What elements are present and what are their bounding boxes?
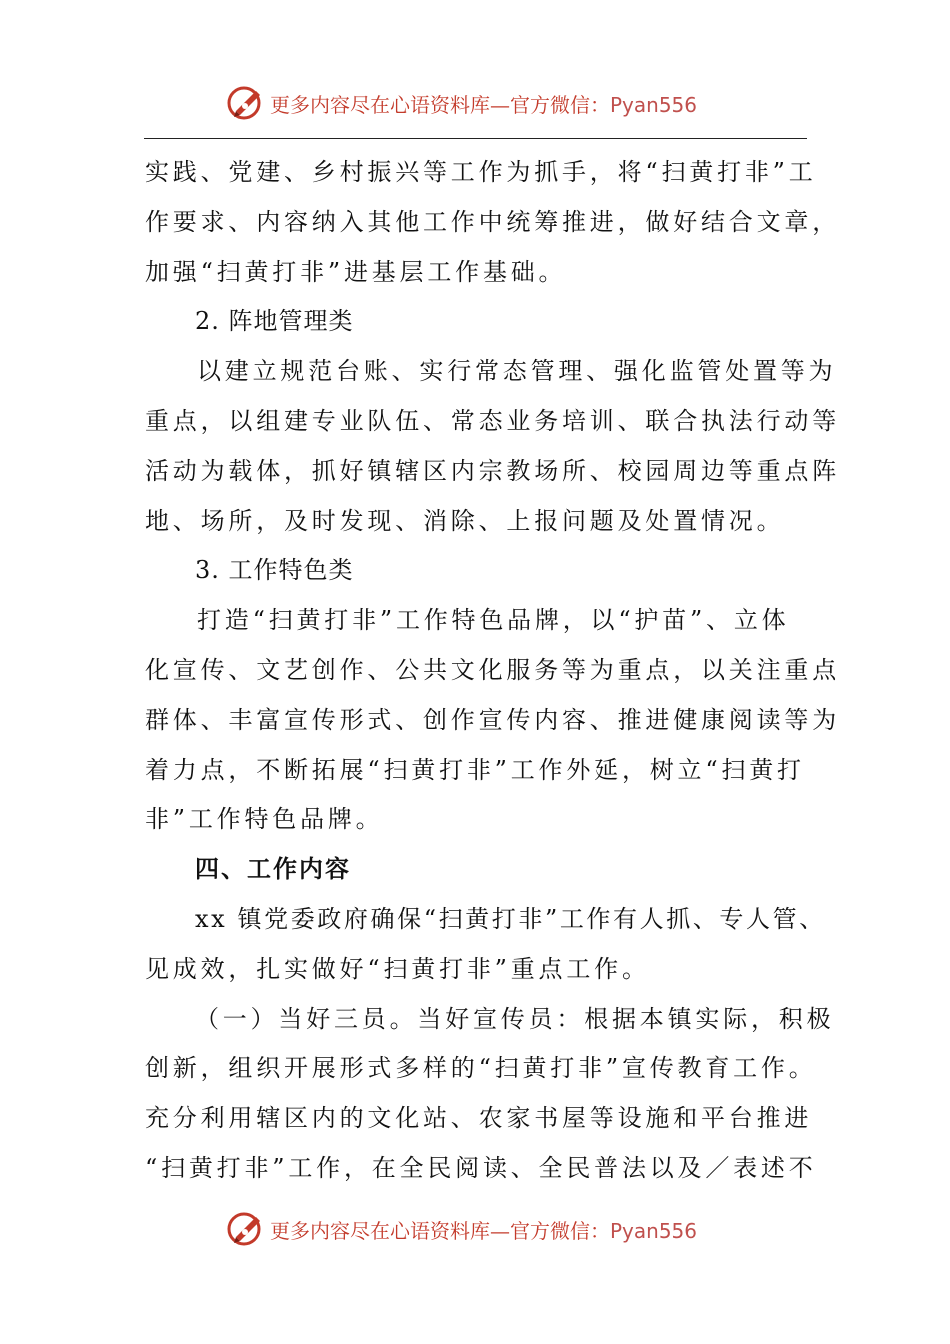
header-divider: [144, 138, 807, 139]
body-line: 作要求、内容纳入其他工作中统筹推进，做好结合文章，: [145, 207, 840, 236]
body-line: （一）当好三员。当好宣传员：根据本镇实际，积极: [195, 1004, 835, 1033]
body-line: 重点，以组建专业队伍、常态业务培训、联合执法行动等: [145, 406, 840, 435]
body-line: 群体、丰富宣传形式、创作宣传内容、推进健康阅读等为: [145, 705, 840, 734]
body-line: 着力点，不断拓展“扫黄打非”工作外延，树立“扫黄打: [145, 755, 805, 784]
banner-text: [270, 1215, 697, 1244]
body-line: 加强“扫黄打非”进基层工作基础。: [145, 257, 567, 286]
banner-main-text: 更多内容尽在心语资料库—官方微信：: [270, 1218, 610, 1243]
wechat-id: Pyan556: [610, 1218, 698, 1243]
pen-logo-icon: [226, 1209, 266, 1249]
body-line: 充分利用辖区内的文化站、农家书屋等设施和平台推进: [145, 1104, 813, 1133]
banner-main-text: 更多内容尽在心语资料库—官方微信：: [270, 92, 610, 117]
body-line: “扫黄打非”工作，在全民阅读、全民普法以及／表述不: [145, 1153, 817, 1182]
body-line: 活动为载体，抓好镇辖区内宗教场所、校园周边等重点阵: [145, 456, 840, 485]
body-line: 见成效，扎实做好“扫黄打非”重点工作。: [145, 954, 650, 983]
body-line: 非”工作特色品牌。: [145, 805, 384, 834]
section-heading: 四、工作内容: [195, 855, 351, 884]
body-line: 化宣传、文艺创作、公共文化服务等为重点，以关注重点: [145, 655, 840, 684]
body-line: 创新，组织开展形式多样的“扫黄打非”宣传教育工作。: [145, 1054, 817, 1083]
subheading-3: 3. 工作特色类: [195, 556, 354, 585]
body-line: 以建立规范台账、实行常态管理、强化监管处置等为: [197, 357, 837, 386]
body-line: 地、场所，及时发现、消除、上报问题及处置情况。: [145, 506, 785, 535]
body-line: 打造“扫黄打非”工作特色品牌，以“护苗”、立体: [197, 606, 790, 635]
body-line: 实践、党建、乡村振兴等工作为抓手，将“扫黄打非”工: [145, 158, 817, 186]
subheading-2: 2. 阵地管理类: [195, 307, 354, 336]
body-line: xx 镇党委政府确保“扫黄打非”工作有人抓、专人管、: [195, 904, 826, 933]
header-banner: [226, 80, 746, 126]
wechat-id: Pyan556: [610, 92, 698, 117]
pen-logo-icon: [226, 83, 266, 123]
footer-banner: [226, 1206, 746, 1252]
document-body: [145, 148, 840, 1194]
banner-text: [270, 89, 697, 118]
